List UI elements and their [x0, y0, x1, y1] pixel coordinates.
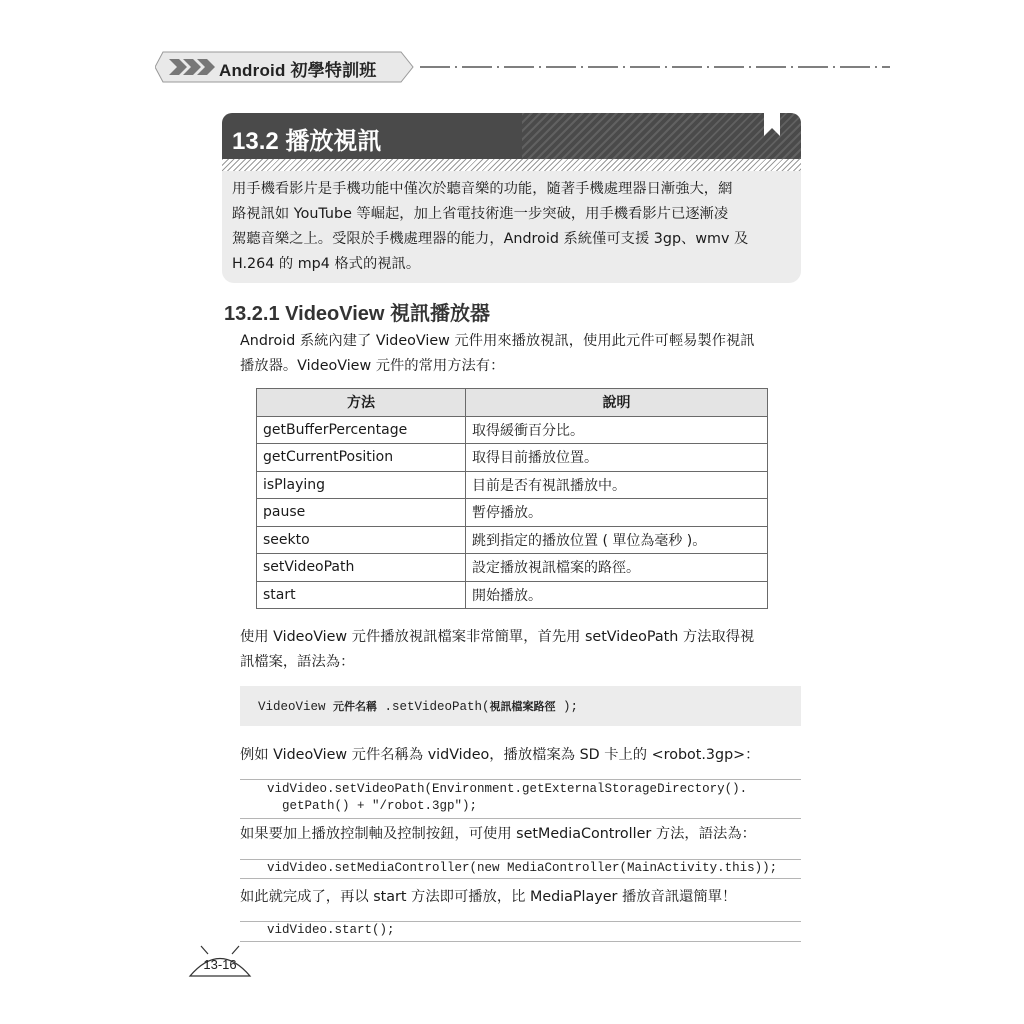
method-cell: getBufferPercentage: [257, 416, 466, 444]
code-example-start: [240, 921, 801, 942]
para-line: 訊檔案，語法為：: [240, 654, 355, 670]
paragraph-intro: [240, 329, 805, 379]
description-cell: 跳到指定的播放位置 ( 單位為毫秒 )。: [466, 526, 768, 554]
intro-text: [232, 177, 797, 277]
page-number-badge: [188, 945, 252, 977]
code-line: vidVideo.start();: [267, 923, 395, 937]
paragraph-start: 如此就完成了，再以 start 方法即可播放，比 MediaPlayer 播放音訊還簡單！: [240, 889, 737, 905]
paragraph-setvideopath: [240, 625, 805, 675]
code-line: vidVideo.setMediaController(new MediaController(MainActivity.this));: [267, 861, 778, 875]
table-row: [257, 444, 768, 472]
description-cell: 暫停播放。: [466, 499, 768, 527]
intro-line: 路視訊如 YouTube 等崛起，加上省電技術進一步突破，用手機看影片已逐漸凌: [232, 206, 729, 222]
intro-line: 駕聽音樂之上。受限於手機處理器的能力，Android 系統僅可支援 3gp、wmv 及: [232, 231, 749, 247]
page-number: 13-16: [203, 957, 237, 972]
intro-box: [222, 171, 801, 283]
paragraph-example: 例如 VideoView 元件名稱為 vidVideo，播放檔案為 SD 卡上的 <robot.3gp>：: [240, 747, 760, 763]
code-example-mediacontroller: [240, 859, 801, 879]
para-line: 使用 VideoView 元件播放視訊檔案非常簡單，首先用 setVideoPath 方法取得視: [240, 629, 755, 645]
method-cell: isPlaying: [257, 471, 466, 499]
table-row: [257, 471, 768, 499]
method-cell: setVideoPath: [257, 554, 466, 582]
section-title: 13.2 播放視訊: [232, 128, 382, 155]
header-hatch: [522, 113, 801, 159]
table-row: [257, 416, 768, 444]
column-header-method: 方法: [257, 389, 466, 417]
running-header: [155, 50, 415, 84]
header-rule: [420, 66, 890, 68]
bookmark-icon: [763, 113, 781, 137]
code-line: vidVideo.setVideoPath(Environment.getExternalStorageDirectory().: [267, 782, 748, 796]
table-header-row: [257, 389, 768, 417]
table-row: [257, 526, 768, 554]
para-line: Android 系統內建了 VideoView 元件用來播放視訊，使用此元件可輕易製作視訊: [240, 333, 755, 349]
syntax-prefix: VideoView: [258, 700, 334, 714]
description-cell: 開始播放。: [466, 581, 768, 609]
syntax-box: [240, 686, 801, 726]
table-row: [257, 554, 768, 582]
method-cell: pause: [257, 499, 466, 527]
intro-line: H.264 的 mp4 格式的視訊。: [232, 256, 421, 272]
description-cell: 取得緩衝百分比。: [466, 416, 768, 444]
code-line: getPath() + "/robot.3gp");: [267, 799, 478, 813]
syntax-param-component: 元件名稱: [333, 700, 378, 713]
methods-table: [256, 388, 768, 609]
table-row: [257, 581, 768, 609]
section-stripe: [222, 159, 801, 171]
column-header-description: 說明: [466, 389, 768, 417]
description-cell: 設定播放視訊檔案的路徑。: [466, 554, 768, 582]
syntax-method: .setVideoPath(: [377, 700, 490, 714]
code-example-setvideopath: [240, 779, 801, 819]
method-cell: start: [257, 581, 466, 609]
book-title: Android 初學特訓班: [219, 61, 377, 80]
subsection-title: 13.2.1 VideoView 視訊播放器: [224, 303, 491, 325]
method-cell: getCurrentPosition: [257, 444, 466, 472]
syntax-suffix: );: [555, 700, 579, 714]
intro-line: 用手機看影片是手機功能中僅次於聽音樂的功能，隨著手機處理器日漸強大，網: [232, 181, 733, 197]
description-cell: 目前是否有視訊播放中。: [466, 471, 768, 499]
method-cell: seekto: [257, 526, 466, 554]
paragraph-mediacontroller: 如果要加上播放控制軸及控制按鈕，可使用 setMediaController 方法，語法為：: [240, 826, 756, 842]
para-line: 播放器。VideoView 元件的常用方法有：: [240, 358, 505, 374]
syntax-param-path: 視訊檔案路徑: [489, 700, 556, 713]
table-row: [257, 499, 768, 527]
section-header: [222, 113, 801, 159]
description-cell: 取得目前播放位置。: [466, 444, 768, 472]
syntax-code: [258, 698, 578, 714]
